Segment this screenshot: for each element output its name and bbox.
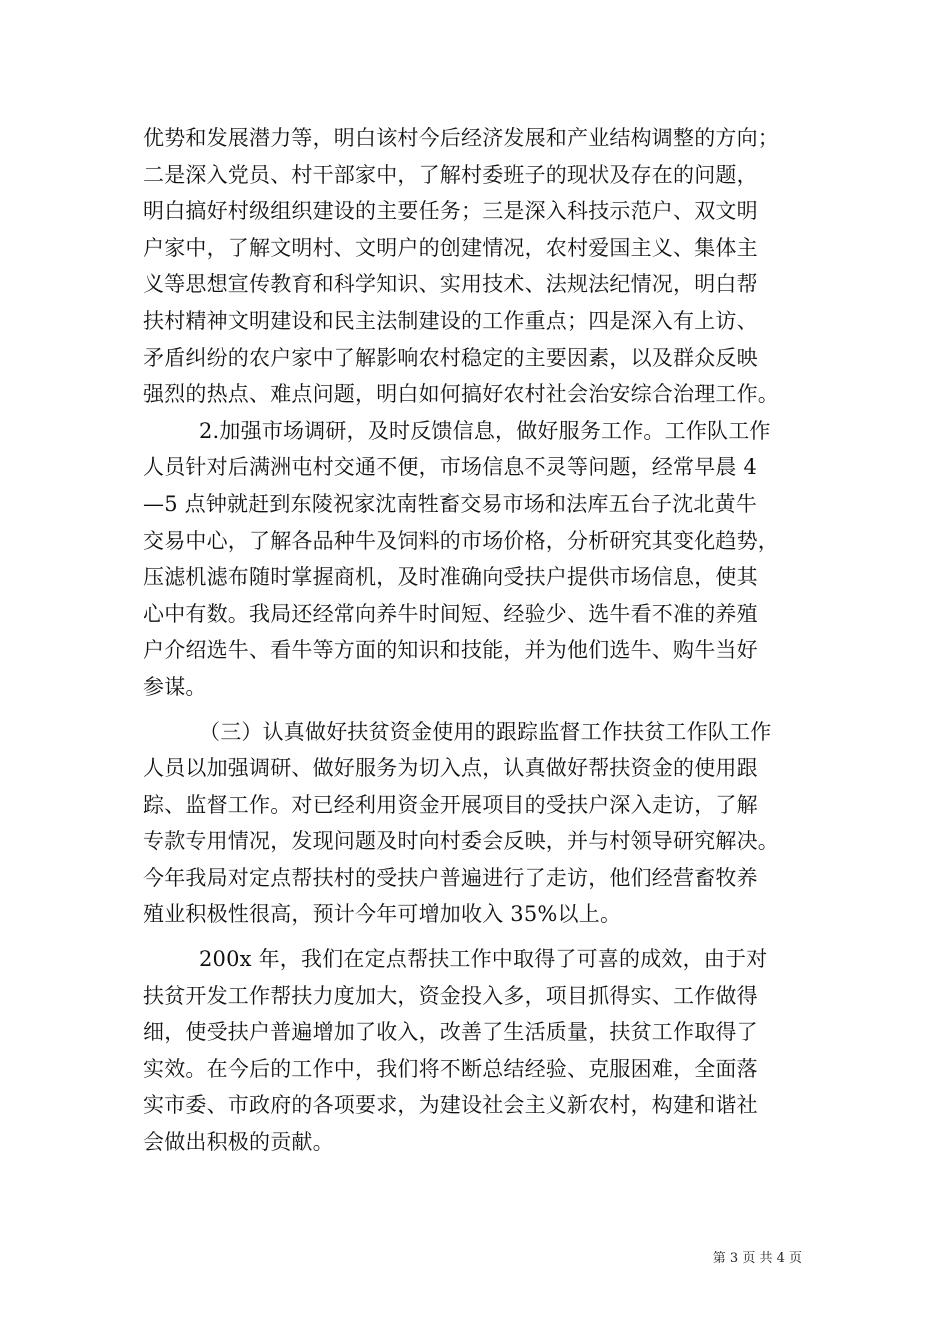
paragraph-4	[143, 941, 823, 1161]
text-line: 义等思想宣传教育和科学知识、实用技术、法规法纪情况，明白帮	[143, 272, 758, 297]
text-line: 实效。在今后的工作中，我们将不断总结经验、克服困难，全面落	[143, 1056, 758, 1081]
paragraph-gap	[143, 933, 823, 941]
text-line: 心中有数。我局还经常向养牛时间短、经验少、选牛看不准的养殖	[143, 601, 758, 626]
text-line: 户介绍选牛、看牛等方面的知识和技能，并为他们选牛、购牛当好	[143, 638, 758, 663]
text-line: 今年我局对定点帮扶村的受扶户普遍进行了走访，他们经营畜牧养	[143, 865, 758, 890]
text-line: 扶村精神文明建设和民主法制建设的工作重点；四是深入有上访、	[143, 308, 758, 333]
text-line: 强烈的热点、难点问题，明白如何搞好农村社会治安综合治理工作。	[143, 382, 779, 407]
paragraph-1	[143, 120, 823, 413]
text-line: 细，使受扶户普遍增加了收入，改善了生活质量，扶贫工作取得了	[143, 1020, 758, 1045]
text-line: 交易中心，了解各品种牛及饲料的市场价格，分析研究其变化趋势，	[143, 528, 779, 553]
text-line: 2.加强市场调研，及时反馈信息，做好服务工作。工作队工作	[199, 418, 771, 443]
text-line: 200x 年，我们在定点帮扶工作中取得了可喜的成效，由于对	[199, 947, 768, 972]
text-line: 扶贫开发工作帮扶力度加大，资金投入多，项目抓得实、工作做得	[143, 983, 758, 1008]
paragraph-gap	[143, 706, 823, 714]
text-line: 人员针对后满洲屯村交通不便，市场信息不灵等问题，经常早晨 4	[143, 455, 758, 480]
paragraph-2	[143, 413, 823, 706]
text-line: （三）认真做好扶贫资金使用的跟踪监督工作扶贫工作队工作	[199, 719, 772, 744]
text-line: 人员以加强调研、做好服务为切入点，认真做好帮扶资金的使用跟	[143, 756, 758, 781]
text-line: 参谋。	[143, 674, 207, 699]
page-number: 第 3 页 共 4 页	[712, 1251, 802, 1266]
text-line: 实市委、市政府的各项要求，为建设社会主义新农村，构建和谐社	[143, 1093, 758, 1118]
text-line: 户家中，了解文明村、文明户的创建情况，农村爱国主义、集体主	[143, 235, 758, 260]
text-line: 殖业积极性很高，预计今年可增加收入 35%以上。	[143, 902, 622, 927]
text-line: —5 点钟就赶到东陵祝家沈南牲畜交易市场和法库五台子沈北黄牛	[143, 491, 758, 516]
document-body	[143, 120, 823, 1161]
text-line: 明白搞好村级组织建设的主要任务；三是深入科技示范户、双文明	[143, 199, 758, 224]
text-line: 二是深入党员、村干部家中，了解村委班子的现状及存在的问题，	[143, 162, 758, 187]
text-line: 会做出积极的贡献。	[143, 1130, 334, 1155]
paragraph-3	[143, 714, 823, 934]
text-line: 压滤机滤布随时掌握商机，及时准确向受扶户提供市场信息，使其	[143, 565, 758, 590]
text-line: 踪、监督工作。对已经利用资金开展项目的受扶户深入走访，了解	[143, 792, 758, 817]
text-line: 矛盾纠纷的农户家中了解影响农村稳定的主要因素，以及群众反映	[143, 345, 758, 370]
text-line: 优势和发展潜力等，明白该村今后经济发展和产业结构调整的方向；	[143, 126, 779, 150]
text-line: 专款专用情况，发现问题及时向村委会反映，并与村领导研究解决。	[143, 829, 779, 854]
